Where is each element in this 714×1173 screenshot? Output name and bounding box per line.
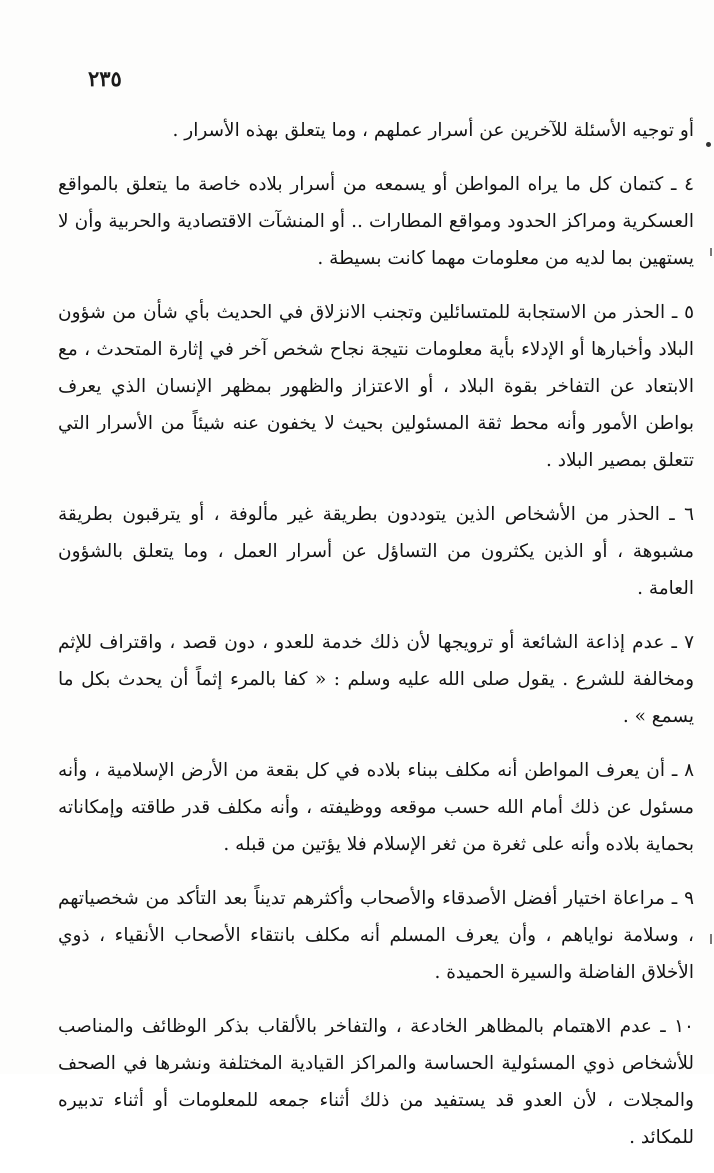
paragraph-item-10: ١٠ ـ عدم الاهتمام بالمظاهر الخادعة ، والتفاخر بالألقاب بذكر الوظائف والمناصب للأشخاص ذوي المسئولية الحساسة والمراكز القيادية المختلفة ونشرها في الصحف والمجلات ، لأن العدو قد يستفيد من ذلك أثناء جمعه للمعلومات أو أثناء تدبيره للمكائد . <box>58 1016 694 1148</box>
paragraph-continuation: أو توجيه الأسئلة للآخرين عن أسرار عملهم ، وما يتعلق بهذه الأسرار . <box>172 120 694 141</box>
scan-mark-dot <box>706 142 711 147</box>
paragraph-item-9: ٩ ـ مراعاة اختيار أفضل الأصدقاء والأصحاب وأكثرهم تديناً بعد التأكد من شخصياتهم ، وسلامة نواياهم ، وأن يعرف المسلم أنه مكلف بانتقاء الأصحاب الأنقياء ، ذوي الأخلاق الفاضلة والسيرة الحميدة . <box>58 888 694 983</box>
body-text <box>58 112 694 1173</box>
scan-mark-tick <box>710 248 712 256</box>
paragraph-item-7: ٧ ـ عدم إذاعة الشائعة أو ترويجها لأن ذلك خدمة للعدو ، دون قصد ، واقتراف للإثم ومخالفة للشرع . يقول صلى الله عليه وسلم : « كفا بالمرء إثماً أن يحدث بكل ما يسمع » . <box>58 632 694 727</box>
scan-mark-tick <box>710 934 712 944</box>
paragraph-item-4: ٤ ـ كتمان كل ما يراه المواطن أو يسمعه من أسرار بلاده خاصة ما يتعلق بالمواقع العسكرية ومراكز الحدود ومواقع المطارات .. أو المنشآت الاقتصادية والحربية وأن لا يستهين بما لديه من معلومات مهما كانت بسيطة . <box>58 174 694 269</box>
paragraph-item-6: ٦ ـ الحذر من الأشخاص الذين يتوددون بطريقة غير مألوفة ، أو يترقبون بطريقة مشبوهة ، أو الذين يكثرون من التساؤل عن أسرار العمل ، وما يتعلق بالشؤون العامة . <box>58 504 694 599</box>
page-number: ٢٣٥ <box>88 66 122 91</box>
paragraph-item-8: ٨ ـ أن يعرف المواطن أنه مكلف ببناء بلاده في كل بقعة من الأرض الإسلامية ، وأنه مسئول عن ذلك أمام الله حسب موقعه ووظيفته ، وأنه مكلف قدر طاقته وإمكاناته بحماية بلاده وأنه على ثغرة من ثغر الإسلام فلا يؤتين من قبله . <box>58 760 694 855</box>
paragraph-item-5: ٥ ـ الحذر من الاستجابة للمتسائلين وتجنب الانزلاق في الحديث بأي شأن من شؤون البلاد وأخبارها أو الإدلاء بأية معلومات نتيجة نجاح شخص آخر في إثارة المتحدث ، مع الابتعاد عن التفاخر بقوة البلاد ، أو الاعتزاز والظهور بمظهر الإنسان الذي يعرف بواطن الأمور وأنه محط ثقة المسئولين بحيث لا يخفون عنه شيئاً من الأسرار التي تتعلق بمصير البلاد . <box>58 302 694 471</box>
